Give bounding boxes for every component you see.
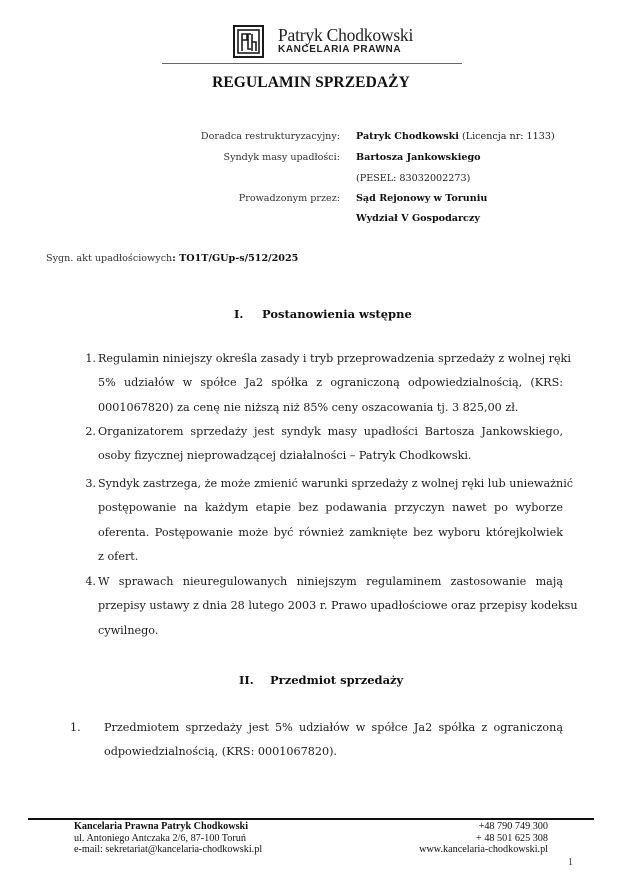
pch-monogram-icon [233, 25, 264, 58]
case-reference-label: Sygn. akt upadłościowych [46, 253, 173, 264]
advisor-license: (Licencja nr: 1133) [458, 131, 555, 142]
footer-address: ul. Antoniego Antczaka 2/6, 87-100 Toruń [74, 832, 246, 844]
footer-contact-right [419, 821, 548, 856]
advisor-label: Doradca restrukturyzacyjny: [200, 131, 340, 142]
court-division: Wydział V Gospodarczy [356, 213, 480, 224]
trustee-name: Bartosza Jankowskiego [356, 152, 481, 163]
footer-firm-name: Kancelaria Prawna Patryk Chodkowski [74, 821, 249, 832]
advisor-name: Patryk Chodkowski [356, 131, 459, 142]
footer-phone-1: +48 790 749 300 [478, 821, 548, 832]
footer-email[interactable]: e-mail: sekretariat@kancelaria-chodkowski.pl [74, 844, 263, 855]
section-title: Postanowienia wstępne [262, 307, 412, 321]
list-item-text: Syndyk zastrzega, że może zmienić warunki sprzedaży z wolnej ręki lub unieważnić postępowanie na każdym etapie bez podawania przyczyn nawet po wyborze oferenta. Postępowanie może być również zamknięte bez wyboru którejkolwiek z ofert. [98, 477, 574, 563]
footer-contact-left [74, 821, 262, 856]
case-reference-value: : TO1T/GUp-s/512/2025 [172, 253, 299, 264]
footer-divider [28, 818, 594, 820]
section-heading-2 [239, 673, 404, 687]
header-divider [162, 63, 462, 64]
footer-website[interactable]: www.kancelaria-chodkowski.pl [419, 844, 548, 855]
list-item-number: 1. [70, 721, 81, 734]
trustee-label: Syndyk masy upadłości: [223, 152, 340, 163]
list-item-number: 2. [85, 425, 96, 438]
trustee-pesel: (PESEL: 83032002273) [356, 173, 471, 184]
court-name: Sąd Rejonowy w Toruniu [356, 193, 488, 204]
section-heading-1 [234, 307, 412, 321]
list-item-number: 1. [85, 352, 96, 365]
section-number: II. [239, 673, 254, 687]
advisor-value [356, 131, 555, 142]
footer-phone-2: + 48 501 625 308 [476, 832, 548, 844]
document-title: REGULAMIN SPRZEDAŻY [212, 74, 410, 91]
list-item-number: 4. [85, 575, 96, 588]
court-label: Prowadzonym przez: [238, 193, 340, 204]
list-item-text: Przedmiotem sprzedaży jest 5% udziałów w spółce Ja2 spółka z ograniczoną odpowiedzialnością, (KRS: 0001067820). [104, 721, 563, 759]
page-number: 1 [568, 857, 573, 868]
case-reference [46, 253, 298, 264]
section-title: Przedmiot sprzedaży [270, 673, 404, 687]
section-number: I. [234, 307, 244, 321]
list-item-text: W sprawach nieuregulowanych niniejszym regulaminem zastosowanie mają przepisy ustawy z dnia 28 lutego 2003 r. Prawo upadłościowe oraz przepisy kodeksu cywilnego. [98, 575, 578, 637]
list-item-number: 3. [85, 477, 96, 490]
brand-name: Patryk Chodkowski [278, 25, 414, 45]
list-item-text: Regulamin niniejszy określa zasady i tryb przeprowadzenia sprzedaży z wolnej ręki 5% udziałów w spółce Ja2 spółka z ograniczoną odpowiedzialnością, (KRS: 0001067820) za cenę nie niższą niż 85% ceny oszacowania tj. 3 825,00 zł. [98, 352, 571, 414]
brand-subtitle: KANCELARIA PRAWNA [278, 44, 402, 55]
list-item-text: Organizatorem sprzedaży jest syndyk masy upadłości Bartosza Jankowskiego, osoby fizycznej nieprowadzącej działalności – Patryk Chodkowski. [98, 425, 563, 463]
